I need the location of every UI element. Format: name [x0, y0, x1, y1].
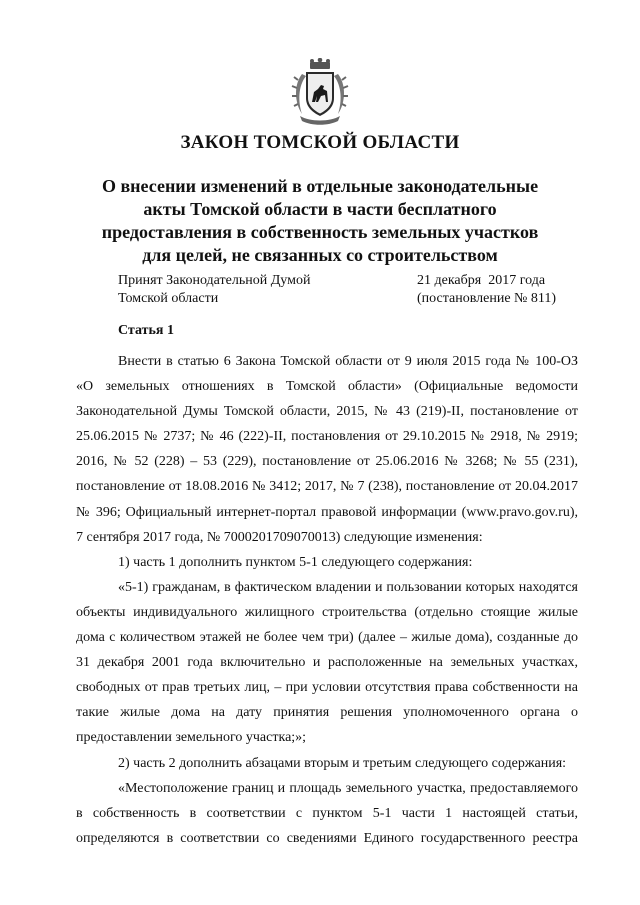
subject-line: акты Томской области в части бесплатного [143, 199, 497, 219]
article-text-line: 7 сентября 2017 года, № 7000201709070013) следующие изменения: [76, 529, 483, 545]
adoption-date-line: 21 декабря 2017 года [417, 273, 546, 288]
article-text-line: Внести в статью 6 Закона Томской области от 9 июля 2015 года № 100-ОЗ [118, 354, 578, 369]
article-text-line: такие жилые дома на дату принятия решения уполномоченного органа о [76, 705, 578, 721]
article-text-line: № 396; Официальный интернет-портал правовой информации (www.pravo.gov.ru), [76, 504, 578, 520]
article-text-line: в собственность в соответствии с пунктом 5-1 части 1 настоящей статьи, [76, 805, 578, 821]
article-text-line: «5-1) гражданам, в фактическом владении и пользовании которых находятся [118, 579, 578, 595]
coat-of-arms-emblem [288, 58, 352, 126]
adoption-date [417, 272, 556, 308]
article-text-line: 2016, № 52 (228) – 53 (229), постановление от 25.06.2016 № 3268; № 55 (231), [76, 454, 578, 470]
subject-line: О внесении изменений в отдельные законодательные [101, 176, 539, 196]
article-text-line: дома с количеством этажей не более чем три) (далее – жилые дома), созданные до [76, 630, 578, 646]
subject-line: для целей, не связанных со строительством [142, 245, 498, 265]
article-text-line: 31 декабря 2001 года включительно и расположенные на земельных участках, [76, 655, 578, 671]
adopted-by-line: Принят Законодательной Думой [118, 273, 311, 288]
article-text-line: предоставлении земельного участка;»; [76, 730, 307, 746]
article-text-line: свободных от прав третьих лиц, – при условии отсутствия права собственности на [76, 680, 578, 696]
law-subject [60, 175, 580, 267]
article-text-line: объекты индивидуального жилищного строительства (отдельно стоящие жилые [76, 604, 578, 620]
article-text-line: 1) часть 1 дополнить пунктом 5-1 следующего содержания: [118, 554, 473, 570]
subject-line: предоставления в собственность земельных участков [101, 222, 539, 242]
article-body [76, 349, 578, 851]
article-text-line: Законодательной Думы Томской области, 2015, № 43 (219)-II, постановление от [76, 404, 578, 420]
article-text-line: «О земельных отношениях в Томской области» (Официальные ведомости [76, 379, 578, 395]
article-text-line: определяются в соответствии со сведениями Единого государственного реестра [76, 830, 578, 846]
adopted-by-line: Томской области [118, 291, 219, 306]
article-text-line: «Местоположение границ и площадь земельного участка, предоставляемого [118, 780, 578, 796]
adopted-by [118, 272, 310, 308]
article-heading: Статья 1 [118, 323, 174, 338]
resolution-number: (постановление № 811) [417, 291, 557, 306]
article-text-line: 2) часть 2 дополнить абзацами вторым и третьим следующего содержания: [118, 755, 567, 771]
law-title: ЗАКОН ТОМСКОЙ ОБЛАСТИ [180, 132, 460, 153]
article-text-line: постановление от 18.08.2016 № 3412; 2017, № 7 (238), постановление от 20.04.2017 [76, 479, 578, 495]
article-text-line: 25.06.2015 № 2737; № 46 (222)-II, постановления от 29.10.2015 № 2918, № 2919; [76, 429, 578, 445]
